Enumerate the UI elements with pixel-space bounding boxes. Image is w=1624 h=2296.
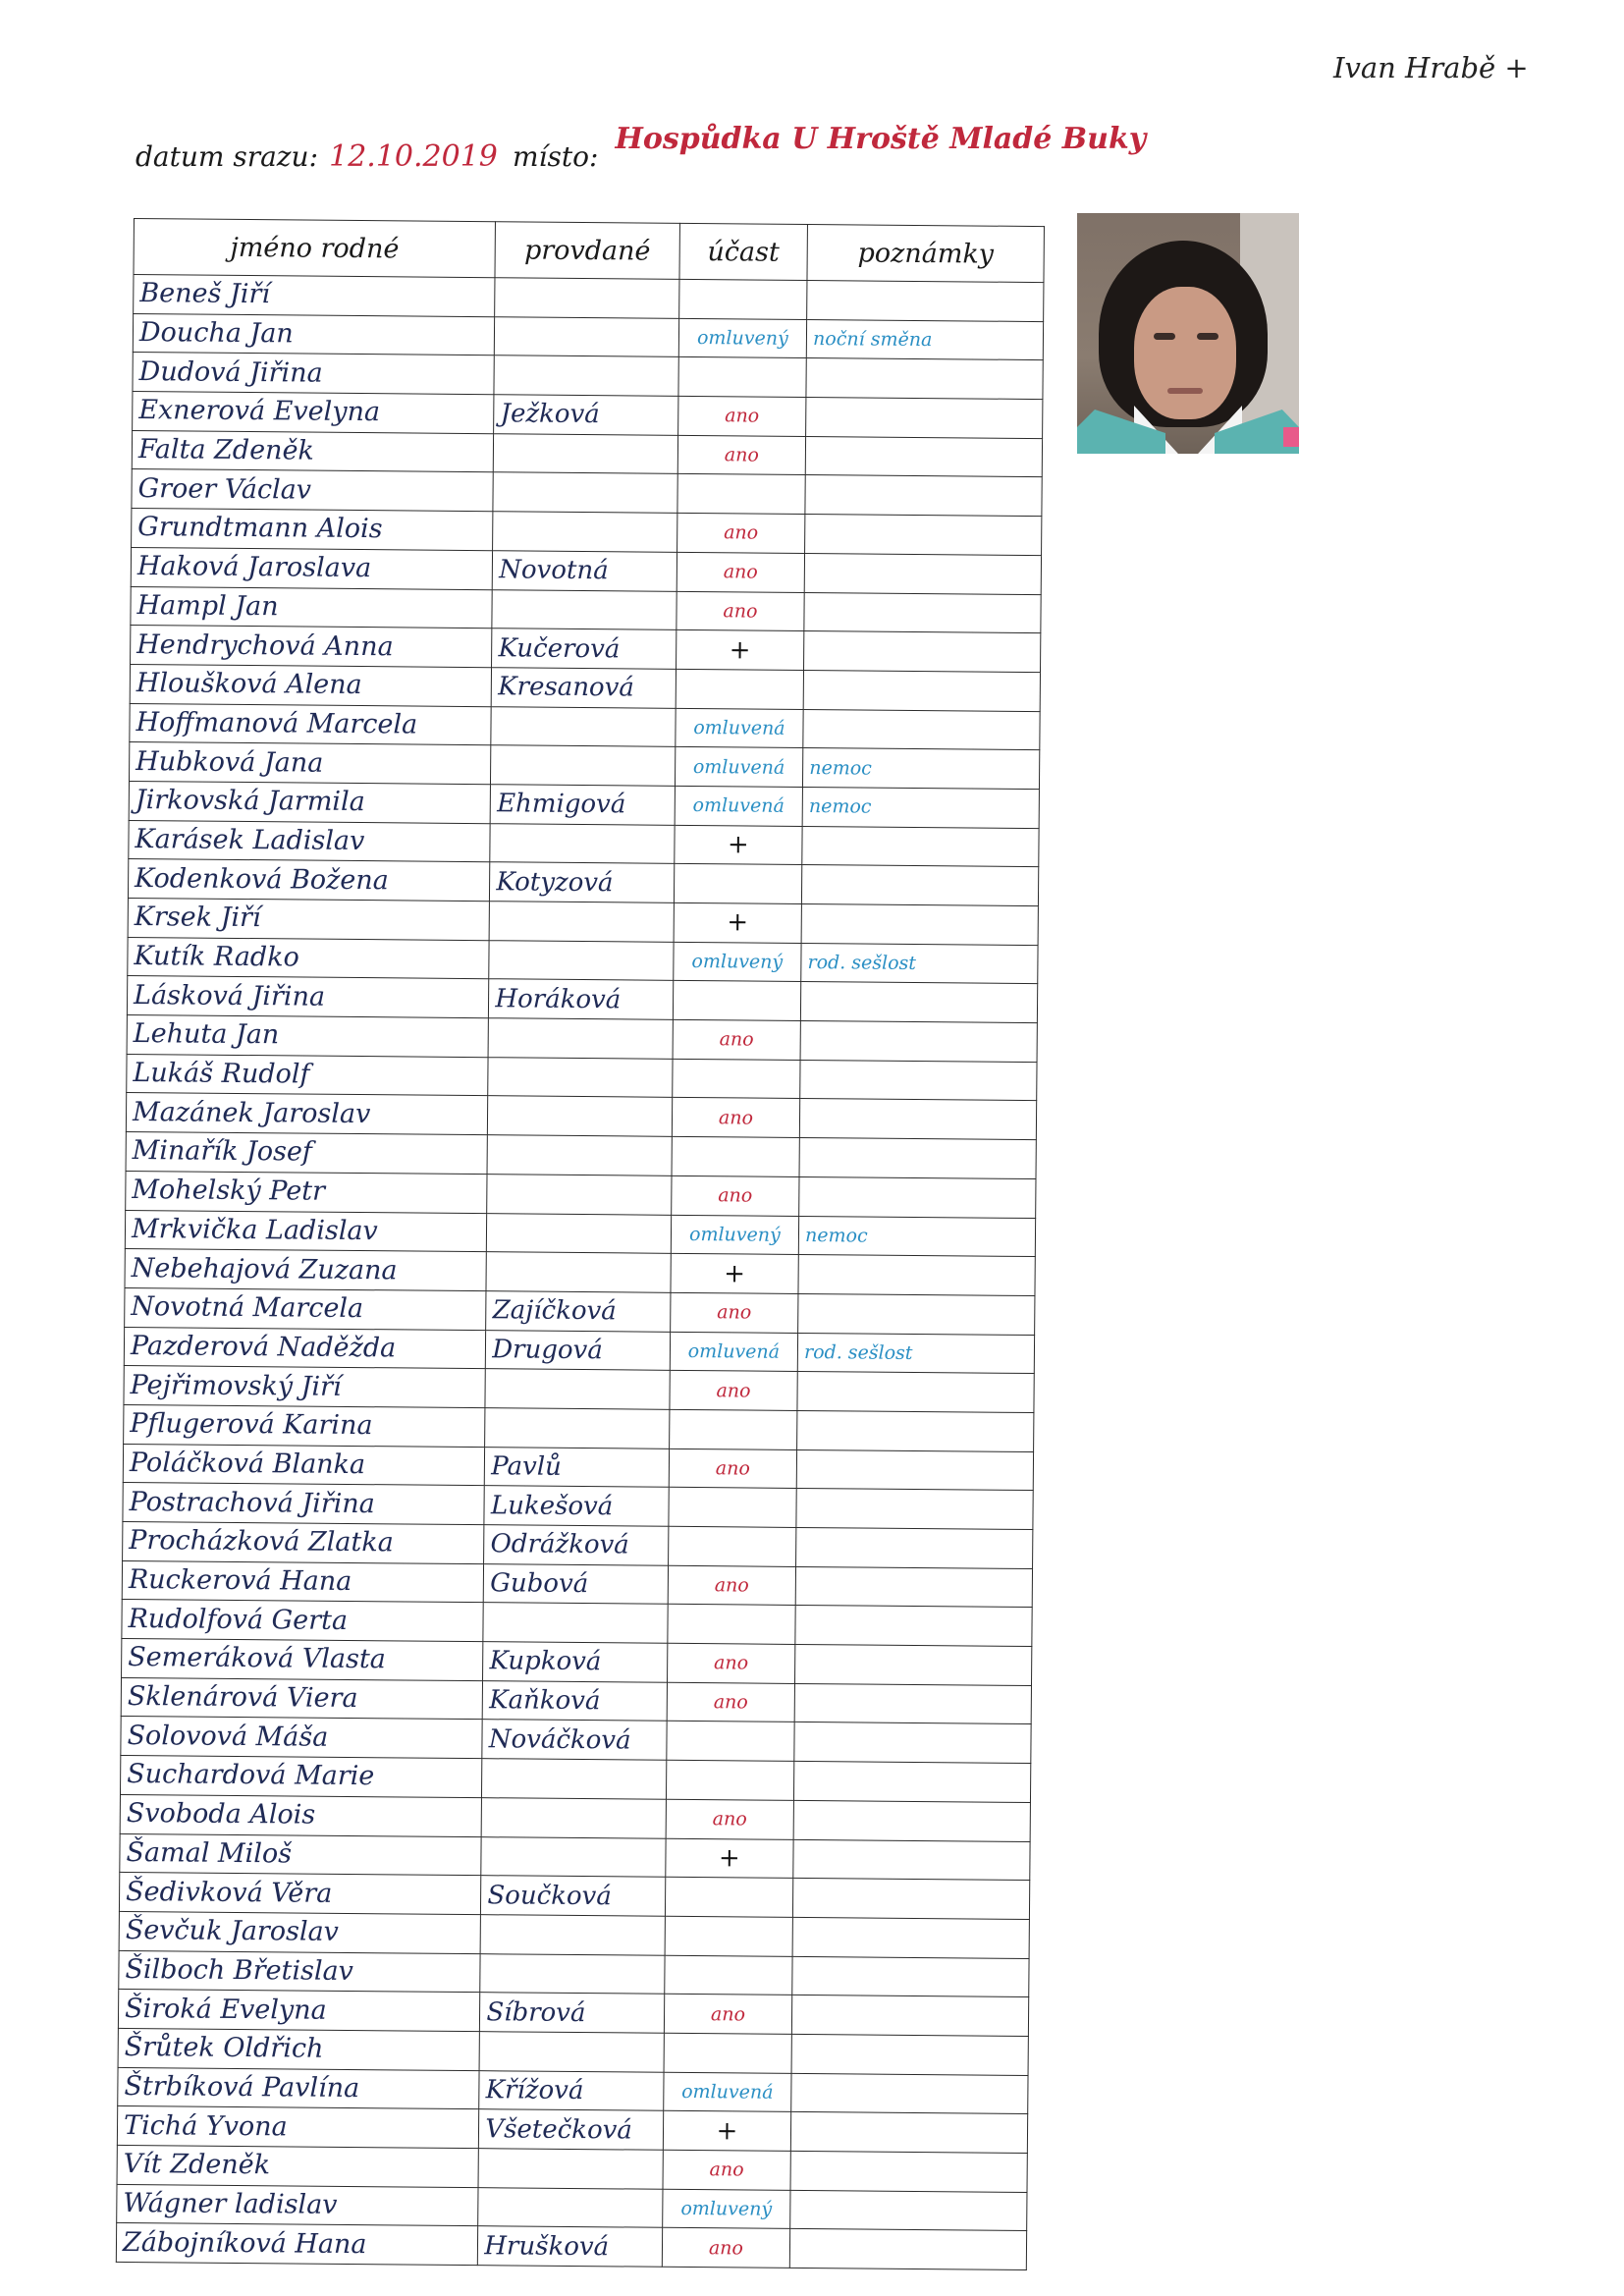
cell-note — [797, 1372, 1034, 1413]
meeting-header — [135, 122, 1147, 198]
cell-note — [795, 1566, 1032, 1608]
cell-birth-name: Poláčková Blanka — [123, 1444, 485, 1486]
cell-married-name — [488, 1057, 673, 1097]
cell-birth-name: Široká Evelyna — [118, 1990, 480, 2032]
cell-married-name: Ježková — [494, 395, 678, 435]
meeting-date: 12.10.2019 — [329, 139, 498, 174]
cell-married-name — [478, 2149, 663, 2189]
cell-birth-name: Hloušková Alena — [130, 664, 492, 706]
cell-married-name: Gubová — [484, 1563, 669, 1604]
cell-attendance — [669, 1488, 797, 1528]
cell-married-name — [495, 278, 679, 318]
cell-birth-name: Mazánek Jaroslav — [126, 1093, 488, 1135]
cell-birth-name: Dudová Jiřina — [133, 353, 495, 395]
cell-note: rod. sešlost — [801, 943, 1038, 984]
cell-married-name — [480, 1915, 665, 1955]
cell-attendance — [673, 981, 801, 1021]
cell-note — [790, 2112, 1027, 2154]
cell-attendance: ano — [677, 591, 805, 631]
cell-note — [799, 1099, 1036, 1140]
cell-married-name — [495, 316, 679, 356]
meeting-place: Hospůdka U Hroště Mladé Buky — [615, 122, 1147, 156]
cell-note — [793, 1879, 1030, 1920]
cell-attendance — [669, 1409, 797, 1449]
cell-note — [790, 2190, 1027, 2231]
cell-married-name — [489, 902, 674, 942]
cell-attendance: omluvený — [678, 318, 807, 358]
cell-note — [798, 1255, 1035, 1296]
cell-note — [796, 1527, 1033, 1568]
cell-birth-name: Mrkvička Ladislav — [125, 1210, 487, 1252]
cell-married-name — [481, 1797, 666, 1837]
table-row — [116, 2223, 1026, 2270]
cell-birth-name: Semeráková Vlasta — [122, 1639, 484, 1681]
col-header-notes: poznámky — [807, 224, 1044, 282]
cell-note — [807, 280, 1044, 321]
cell-note — [804, 592, 1041, 633]
col-header-married-name: provdané — [495, 222, 679, 280]
cell-birth-name: Štrbíková Pavlína — [118, 2067, 480, 2109]
cell-birth-name: Hampl Jan — [131, 586, 493, 629]
cell-note: noční směna — [806, 319, 1043, 360]
cell-attendance: ano — [663, 2150, 791, 2190]
cell-married-name — [492, 589, 677, 629]
cell-birth-name: Minařík Josef — [126, 1132, 488, 1175]
col-header-attendance: účast — [679, 223, 808, 280]
cell-married-name: Nováčková — [482, 1720, 667, 1760]
cell-birth-name: Postrachová Jiřina — [123, 1483, 485, 1525]
cell-married-name — [494, 355, 678, 396]
cell-note — [803, 670, 1040, 711]
cell-married-name: Všetečková — [479, 2109, 664, 2150]
cell-note — [793, 1839, 1030, 1881]
cell-attendance: omluvená — [675, 747, 803, 788]
cell-attendance — [667, 1722, 795, 1762]
cell-note — [796, 1449, 1033, 1491]
cell-attendance: ano — [668, 1565, 796, 1606]
cell-married-name — [490, 823, 675, 863]
cell-attendance: + — [674, 902, 802, 943]
cell-birth-name: Krsek Jiří — [128, 898, 490, 940]
cell-note — [793, 1800, 1030, 1841]
cell-note — [806, 358, 1043, 400]
cell-married-name: Drugová — [486, 1330, 671, 1370]
cell-birth-name: Beneš Jiří — [134, 275, 496, 317]
cell-attendance — [678, 357, 807, 398]
cell-attendance — [664, 1955, 792, 1995]
cell-attendance: ano — [664, 1995, 792, 2035]
cell-married-name — [478, 2187, 663, 2227]
cell-birth-name: Tichá Yvona — [117, 2106, 479, 2149]
cell-attendance — [665, 1916, 793, 1956]
cell-birth-name: Jirkovská Jarmila — [129, 781, 491, 823]
cell-birth-name: Ševčuk Jaroslav — [119, 1911, 481, 1953]
cell-note — [805, 475, 1042, 517]
cell-attendance: ano — [662, 2228, 790, 2269]
cell-married-name: Síbrová — [480, 1993, 665, 2033]
cell-married-name: Horáková — [489, 979, 674, 1019]
cell-note — [794, 1683, 1031, 1724]
cell-married-name — [494, 433, 678, 473]
cell-note — [797, 1410, 1034, 1451]
cell-married-name — [488, 1096, 673, 1136]
cell-birth-name: Zábojníková Hana — [116, 2223, 478, 2266]
cell-married-name: Kupková — [483, 1642, 668, 1682]
cell-note — [792, 1956, 1029, 1997]
cell-married-name: Pavlů — [485, 1447, 670, 1487]
attendance-table — [116, 218, 1045, 2270]
cell-attendance: + — [675, 825, 803, 865]
cell-birth-name: Šilboch Břetislav — [119, 1950, 481, 1993]
cell-married-name: Hrušková — [478, 2226, 663, 2267]
cell-note — [794, 1722, 1031, 1764]
author-name: Ivan Hrabě + — [1333, 51, 1529, 84]
cell-attendance: omluvená — [676, 708, 804, 748]
cell-attendance: omluvený — [671, 1215, 799, 1255]
cell-birth-name: Hoffmanová Marcela — [130, 703, 492, 745]
cell-married-name — [487, 1174, 672, 1214]
cell-note — [802, 826, 1039, 867]
cell-married-name: Ehmigová — [490, 785, 675, 825]
cell-note — [805, 515, 1042, 556]
cell-note — [799, 1176, 1036, 1218]
cell-birth-name: Mohelský Petr — [126, 1171, 488, 1213]
cell-birth-name: Suchardová Marie — [120, 1756, 482, 1798]
cell-attendance — [666, 1760, 794, 1800]
cell-married-name — [488, 1018, 673, 1059]
cell-attendance — [672, 1136, 800, 1176]
cell-note — [795, 1606, 1032, 1647]
cell-note: nemoc — [802, 787, 1039, 828]
cell-birth-name: Exnerová Evelyna — [133, 392, 495, 434]
cell-attendance: ano — [667, 1682, 795, 1722]
cell-attendance — [676, 669, 804, 709]
cell-attendance: omluvená — [663, 2072, 791, 2112]
cell-birth-name: Šamal Miloš — [120, 1833, 482, 1876]
cell-birth-name: Lukáš Rudolf — [127, 1054, 489, 1096]
cell-married-name — [485, 1369, 670, 1409]
cell-attendance: ano — [670, 1292, 798, 1333]
cell-married-name: Novotná — [493, 551, 677, 591]
cell-birth-name: Sklenárová Viera — [121, 1677, 483, 1720]
cell-attendance: ano — [666, 1799, 794, 1839]
table-header-row — [134, 219, 1044, 283]
cell-birth-name: Solovová Máša — [121, 1717, 483, 1759]
cell-birth-name: Grundtmann Alois — [132, 509, 494, 551]
cell-attendance: omluvený — [673, 942, 801, 982]
cell-married-name: Kaňková — [482, 1680, 667, 1721]
cell-birth-name: Wágner ladislav — [117, 2184, 479, 2226]
cell-attendance: ano — [673, 1019, 801, 1060]
cell-married-name — [487, 1135, 672, 1175]
cell-birth-name: Karásek Ladislav — [129, 820, 491, 862]
cell-attendance — [674, 864, 802, 904]
cell-birth-name: Hendrychová Anna — [131, 626, 493, 668]
cell-birth-name: Pejřimovský Jiří — [124, 1366, 486, 1408]
cell-birth-name: Falta Zdeněk — [132, 430, 494, 472]
cell-married-name: Kučerová — [492, 629, 677, 669]
cell-attendance: + — [676, 630, 804, 671]
cell-married-name — [480, 1953, 665, 1994]
cell-note — [800, 1060, 1037, 1101]
cell-attendance: ano — [671, 1175, 799, 1216]
cell-married-name — [491, 745, 676, 786]
cell-attendance: + — [663, 2111, 791, 2152]
cell-birth-name: Doucha Jan — [133, 313, 495, 355]
cell-birth-name: Rudolfová Gerta — [122, 1600, 484, 1642]
cell-attendance: ano — [672, 1098, 800, 1138]
cell-note — [791, 2034, 1028, 2075]
cell-attendance: + — [671, 1254, 799, 1294]
cell-birth-name: Pflugerová Karina — [124, 1404, 486, 1447]
cell-married-name — [493, 472, 677, 513]
cell-married-name — [487, 1213, 672, 1253]
cell-attendance: ano — [677, 552, 805, 592]
cell-married-name — [481, 1836, 666, 1877]
place-label: místo: — [513, 140, 599, 173]
cell-note — [792, 1995, 1029, 2037]
cell-birth-name: Procházková Zlatka — [123, 1521, 485, 1563]
cell-married-name — [486, 1252, 671, 1292]
cell-married-name: Kresanová — [492, 668, 677, 708]
cell-birth-name: Lásková Jiřina — [127, 976, 489, 1018]
col-header-birth-name: jméno rodné — [134, 219, 496, 278]
cell-married-name: Kotyzová — [490, 862, 675, 902]
cell-attendance: ano — [677, 396, 806, 436]
cell-note — [804, 631, 1041, 673]
cell-attendance — [665, 1877, 793, 1917]
cell-attendance: + — [665, 1838, 793, 1879]
cell-note — [796, 1489, 1033, 1530]
cell-birth-name: Lehuta Jan — [127, 1015, 489, 1058]
cell-birth-name: Pazderová Naděžda — [124, 1327, 486, 1369]
cell-note — [806, 398, 1043, 439]
cell-birth-name: Haková Jaroslava — [131, 547, 493, 589]
cell-note: rod. sešlost — [797, 1333, 1034, 1374]
portrait-photo — [1077, 213, 1299, 454]
cell-attendance — [668, 1526, 796, 1566]
cell-attendance: ano — [669, 1449, 797, 1489]
cell-married-name — [482, 1759, 667, 1799]
cell-birth-name: Svoboda Alois — [120, 1794, 482, 1836]
cell-note: nemoc — [803, 748, 1040, 790]
cell-attendance — [664, 2033, 792, 2073]
cell-attendance — [672, 1059, 800, 1099]
cell-note — [800, 1021, 1037, 1063]
cell-birth-name: Kutík Radko — [128, 937, 490, 979]
cell-attendance: omluvená — [670, 1332, 798, 1372]
date-label: datum srazu: — [135, 140, 319, 173]
cell-note — [801, 903, 1038, 945]
cell-note — [801, 982, 1038, 1023]
cell-attendance: ano — [677, 513, 805, 553]
cell-married-name — [489, 940, 674, 980]
cell-married-name: Zajíčková — [486, 1291, 671, 1332]
cell-birth-name: Ruckerová Hana — [122, 1560, 484, 1603]
cell-attendance — [677, 474, 806, 515]
cell-note — [794, 1762, 1031, 1803]
cell-note — [791, 2073, 1028, 2114]
cell-attendance — [678, 279, 807, 319]
cell-attendance: omluvený — [662, 2189, 790, 2229]
cell-birth-name: Vít Zdeněk — [117, 2145, 479, 2187]
cell-note — [799, 1138, 1036, 1179]
cell-note — [790, 2151, 1027, 2192]
cell-married-name: Součková — [481, 1876, 666, 1916]
cell-birth-name: Kodenková Božena — [128, 859, 490, 902]
cell-note — [805, 436, 1042, 477]
cell-married-name — [485, 1408, 670, 1449]
cell-note — [789, 2229, 1026, 2270]
cell-married-name — [493, 512, 677, 552]
cell-birth-name: Šrůtek Oldřich — [118, 2028, 480, 2070]
cell-note: nemoc — [798, 1216, 1035, 1257]
cell-birth-name: Nebehajová Zuzana — [125, 1249, 487, 1291]
cell-note — [804, 553, 1041, 594]
cell-note — [798, 1293, 1035, 1335]
cell-married-name — [483, 1603, 668, 1643]
cell-married-name: Křížová — [479, 2070, 664, 2110]
cell-note — [802, 865, 1039, 906]
cell-birth-name: Novotná Marcela — [125, 1287, 487, 1330]
cell-birth-name: Šedivková Věra — [119, 1873, 481, 1915]
cell-attendance: ano — [667, 1643, 795, 1683]
cell-note — [792, 1917, 1029, 1958]
cell-note — [795, 1644, 1032, 1685]
cell-attendance: omluvená — [675, 786, 803, 826]
cell-note — [803, 709, 1040, 750]
cell-birth-name: Groer Václav — [132, 469, 494, 512]
cell-married-name — [491, 706, 676, 746]
cell-birth-name: Hubková Jana — [129, 742, 491, 785]
cell-married-name: Odrážková — [484, 1525, 669, 1565]
cell-attendance: ano — [677, 435, 806, 475]
cell-married-name — [479, 2032, 664, 2072]
cell-married-name: Lukešová — [484, 1486, 669, 1526]
cell-attendance — [668, 1605, 796, 1645]
cell-attendance: ano — [670, 1371, 798, 1411]
